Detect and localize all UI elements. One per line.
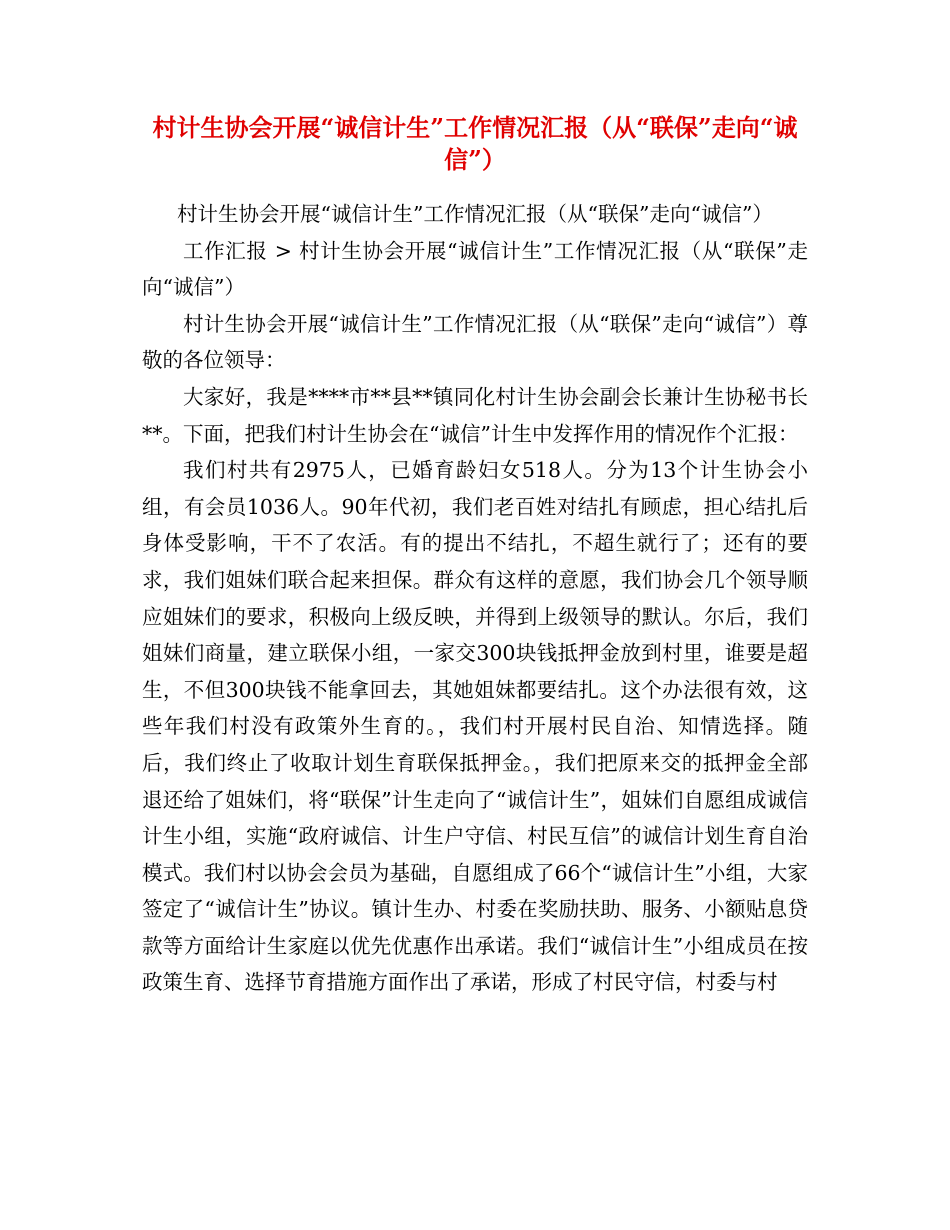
body-paragraph: 我们村共有2975人，已婚育龄妇女518人。分为13个计生协会小组，有会员1036人。90年代初，我们老百姓对结扎有顾虑，担心结扎后身体受影响，干不了农活。有的提出不结扎，不超生就行了；还有的要求，我们姐妹们联合起来担保。群众有这样的意愿，我们协会几个领导顺应姐妹们的要求，积极向上级反映，并得到上级领导的默认。尔后，我们姐妹们商量，建立联保小组，一家交300块钱抵押金放到村里，谁要是超生，不但300块钱不能拿回去，其她姐妹都要结扎。这个办法很有效，这些年我们村没有政策外生育的。，我们村开展村民自治、知情选择。随后，我们终止了收取计划生育联保抵押金。，我们把原来交的抵押金全部退还给了姐妹们，将“联保”计生走向了“诚信计生”，姐妹们自愿组成诚信计生小组，实施“政府诚信、计生户守信、村民互信”的诚信计划生育自治模式。我们村以协会会员为基础，自愿组成了66个“诚信计生”小组，大家签定了“诚信计生”协议。镇计生办、村委在奖励扶助、服务、小额贴息贷款等方面给计生家庭以优先优惠作出承诺。我们“诚信计生”小组成员在按政策生育、选择节育措施方面作出了承诺，形成了村民守信，村委与村 <box>142 458 808 995</box>
document-title: 村计生协会开展“诚信计生”工作情况汇报（从“联保”走向“诚信”） <box>152 113 798 174</box>
document-subtitle: 村计生协会开展“诚信计生”工作情况汇报（从“联保”走向“诚信”） <box>177 202 773 226</box>
breadcrumb: 工作汇报 > 村计生协会开展“诚信计生”工作情况汇报（从“联保”走向“诚信”） <box>142 238 808 300</box>
intro-paragraph: 大家好，我是****市**县**镇同化村计生协会副会长兼计生协秘书长**。下面，把我们村计生协会在“诚信”计生中发挥作用的情况作个汇报： <box>142 384 808 446</box>
greeting-paragraph: 村计生协会开展“诚信计生”工作情况汇报（从“联保”走向“诚信”）尊敬的各位领导： <box>142 311 808 373</box>
document-body <box>142 196 808 1001</box>
